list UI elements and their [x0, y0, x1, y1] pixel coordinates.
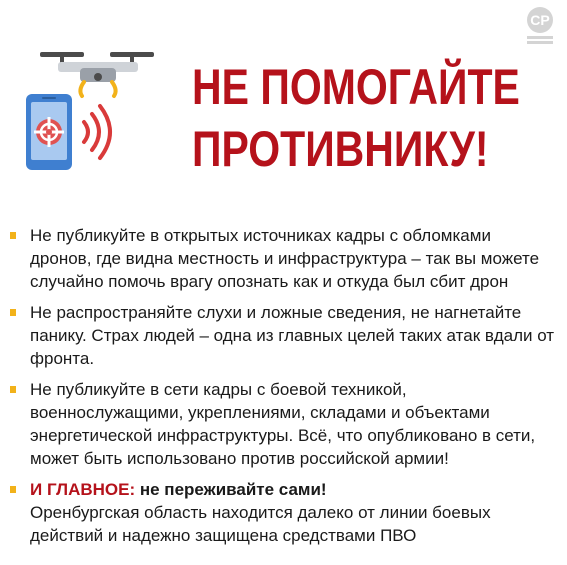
- advice-list: [8, 224, 556, 555]
- bullet-icon: [10, 386, 16, 393]
- list-item: [8, 378, 556, 470]
- list-item: [8, 301, 556, 370]
- list-item-text: Не публикуйте в открытых источниках кадры с обломками дронов, где видна местность и инфраструктура – так вы можете случайно помочь врагу опознать как и откуда был сбит дрон: [30, 226, 540, 291]
- bullet-icon: [10, 232, 16, 239]
- bullet-icon: [10, 309, 16, 316]
- final-item-accent: И ГЛАВНОЕ:: [30, 480, 136, 499]
- bullet-icon: [10, 486, 16, 493]
- list-item-text: Не распространяйте слухи и ложные сведения, не нагнетайте панику. Страх людей – одна из главных целей таких атак вдали от фронта.: [30, 303, 555, 368]
- final-item-strong: не переживайте сами!: [135, 480, 327, 499]
- list-item-text: Не публикуйте в сети кадры с боевой техникой, военнослужащими, укреплениями, складами и объектами энергетической инфраструктуры. Всё, что опубликовано в сети, может быть использовано против российской армии!: [30, 380, 536, 468]
- logo-text: СР: [530, 12, 550, 28]
- page-title-line-1: НЕ ПОМОГАЙТЕ: [192, 59, 520, 115]
- page-title-line-2: ПРОТИВНИКУ!: [192, 121, 489, 177]
- final-item-heading: [30, 478, 556, 501]
- drone-phone-signal-icon: [22, 44, 172, 174]
- cp-logo-icon: [523, 6, 557, 48]
- page-title: [192, 56, 520, 180]
- final-item-text: Оренбургская область находится далеко от линии боевых действий и надежно защищена средствами ПВО: [30, 503, 491, 545]
- list-item: [8, 224, 556, 293]
- list-item-final: [8, 478, 556, 547]
